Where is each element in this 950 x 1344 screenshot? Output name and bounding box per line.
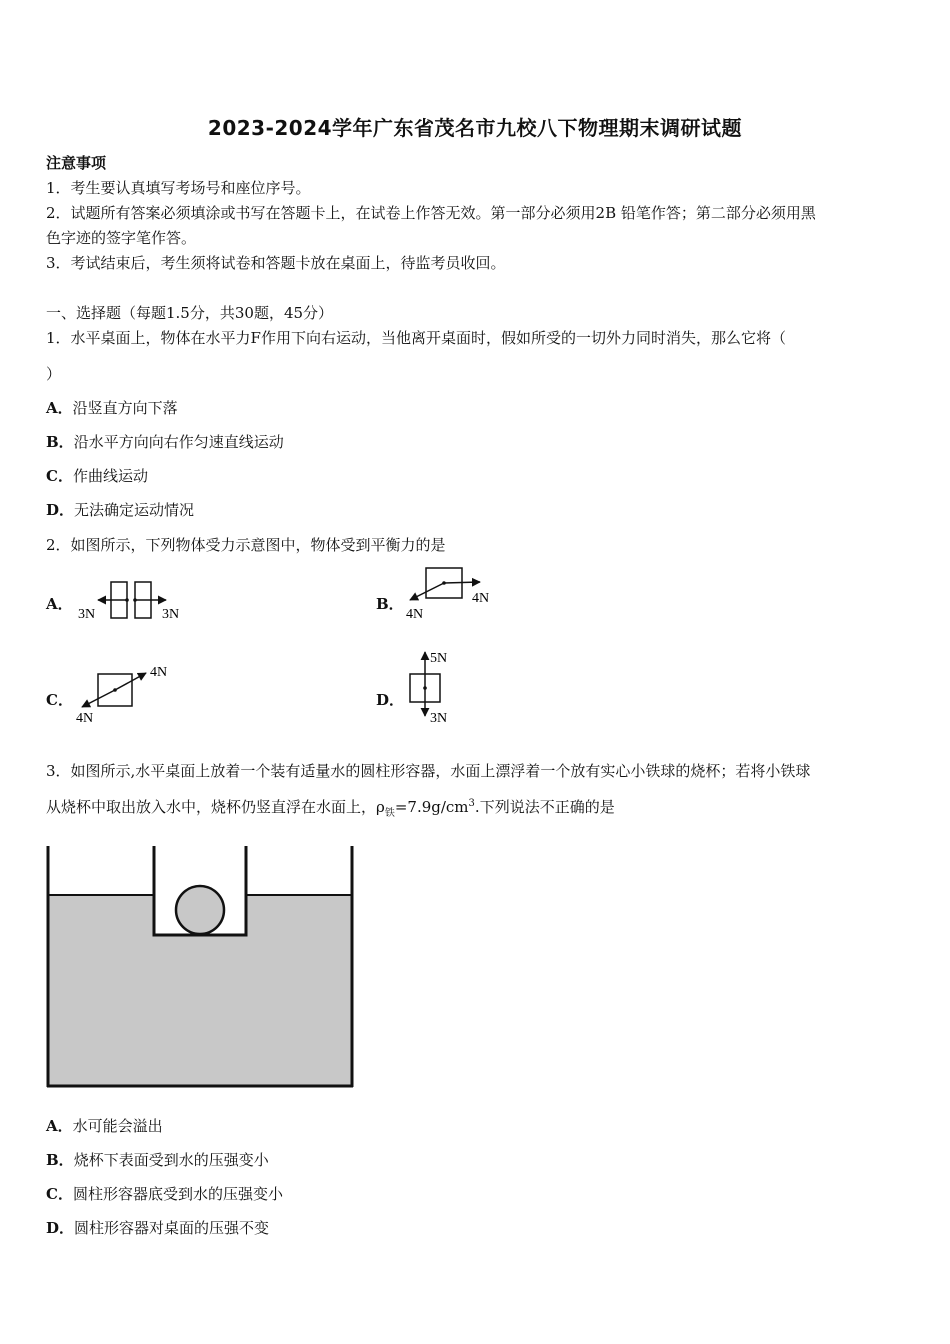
- option-letter: C．: [46, 467, 73, 485]
- q3-option-d[interactable]: [46, 1217, 269, 1238]
- question-1-stem-cont: ）: [46, 365, 62, 383]
- option-text: 沿竖直方向下落: [72, 399, 178, 417]
- q3-container-diagram: [44, 844, 356, 1090]
- notice-item: 1．考生要认真填写考场号和座位序号。: [46, 179, 311, 197]
- rho-subscript: 铁: [384, 808, 395, 819]
- option-letter: A．: [46, 1117, 73, 1135]
- stem-text: .下列说法不正确的是: [474, 798, 615, 816]
- force-label-down: 3N: [430, 711, 448, 726]
- q2-option-a-letter[interactable]: A．: [46, 595, 73, 613]
- q2-option-a-diagram[interactable]: [70, 576, 200, 626]
- force-label-right: 4N: [472, 591, 490, 606]
- iron-ball: [176, 886, 224, 934]
- option-text: 水可能会溢出: [72, 1117, 163, 1135]
- option-letter: D．: [46, 1219, 75, 1237]
- force-arrow-up-right: [115, 673, 146, 690]
- q3-option-b[interactable]: [46, 1149, 269, 1170]
- page-title: 2023-2024学年广东省茂名市九校八下物理期末调研试题: [207, 116, 743, 140]
- q2-option-c-diagram[interactable]: [70, 660, 190, 726]
- question-1-stem: 1．水平桌面上，物体在水平力F作用下向右运动，当他离开桌面时，假如所受的一切外力同时消失，那么它将（: [46, 329, 786, 347]
- force-label-left: 4N: [406, 607, 424, 622]
- q1-option-b[interactable]: [46, 431, 284, 452]
- question-2-stem: 2．如图所示，下列物体受力示意图中，物体受到平衡力的是: [46, 536, 446, 554]
- force-label-upper: 4N: [150, 665, 168, 680]
- option-letter: B．: [46, 433, 74, 451]
- option-text: 烧杯下表面受到水的压强变小: [73, 1151, 269, 1169]
- option-letter: A．: [46, 399, 73, 417]
- notice-item: 2．试题所有答案必须填涂或书写在答题卡上，在试卷上作答无效。第一部分必须用2B 铅笔作答；第二部分必须用黑: [46, 204, 816, 222]
- option-letter: B．: [46, 1151, 74, 1169]
- option-letter: D．: [46, 501, 75, 519]
- q2-option-d-diagram[interactable]: [400, 644, 470, 726]
- force-label-right: 3N: [162, 607, 180, 622]
- q2-option-b-letter[interactable]: B．: [376, 595, 404, 613]
- force-label-lower: 4N: [76, 711, 94, 726]
- force-label-up: 5N: [430, 651, 448, 666]
- question-3-stem: 3．如图所示,水平桌面上放着一个装有适量水的圆柱形容器，水面上漂浮着一个放有实心小铁球的烧杯；若将小铁球: [46, 762, 811, 780]
- q3-option-c[interactable]: [46, 1183, 283, 1204]
- option-text: 圆柱形容器底受到水的压强变小: [72, 1185, 283, 1203]
- force-arrow-right: [444, 582, 480, 583]
- option-text: 圆柱形容器对桌面的压强不变: [74, 1219, 270, 1237]
- option-text: 沿水平方向向右作匀速直线运动: [73, 433, 284, 451]
- q2-option-d-letter[interactable]: D．: [376, 691, 405, 709]
- q2-option-b-diagram[interactable]: [400, 560, 510, 626]
- q1-option-c[interactable]: [46, 465, 148, 486]
- notice-item: 3．考试结束后，考生须将试卷和答题卡放在桌面上，待监考员收回。: [46, 254, 506, 272]
- q1-option-d[interactable]: [46, 499, 194, 520]
- unit-superscript: 3: [468, 798, 475, 809]
- q2-option-c-letter[interactable]: C．: [46, 691, 73, 709]
- q1-option-a[interactable]: [46, 397, 178, 418]
- option-text: 作曲线运动: [72, 467, 148, 485]
- notice-heading: 注意事项: [46, 154, 107, 172]
- section-heading: 一、选择题（每题1.5分，共30题，45分）: [46, 304, 334, 322]
- q3-option-a[interactable]: [46, 1115, 163, 1136]
- question-3-stem-cont: [46, 796, 615, 819]
- option-text: 无法确定运动情况: [74, 501, 195, 519]
- force-label-left: 3N: [78, 607, 96, 622]
- notice-item: 色字迹的签字笔作答。: [46, 229, 197, 247]
- stem-text: =7.9g/cm: [394, 798, 469, 816]
- option-letter: C．: [46, 1185, 73, 1203]
- stem-text: 从烧杯中取出放入水中，烧杯仍竖直浮在水面上，ρ: [46, 798, 385, 816]
